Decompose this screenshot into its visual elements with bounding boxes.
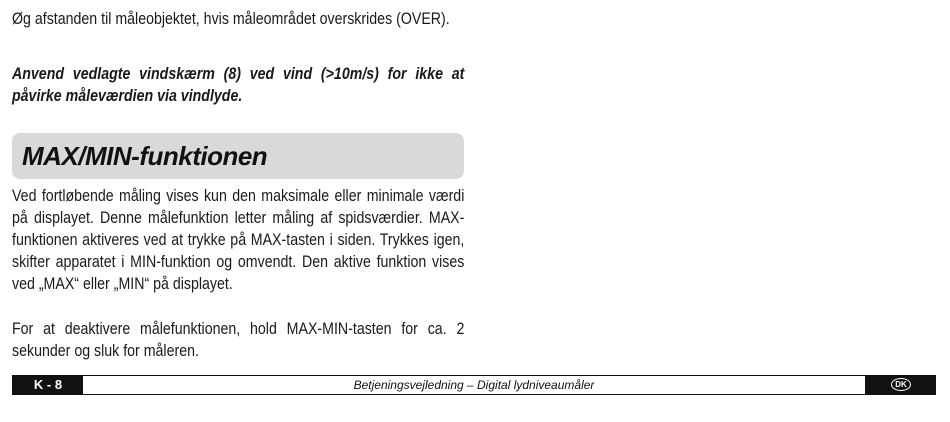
section-heading-box — [12, 133, 464, 179]
paragraph-deactivate: For at deaktivere målefunktionen, hold MAX-MIN-tasten for ca. 2 sekunder og sluk for måleren. — [12, 320, 465, 360]
page-footer — [12, 375, 936, 395]
page-number-label: K - 8 — [13, 376, 83, 394]
language-badge-icon: DK — [891, 378, 911, 391]
paragraph-wind-screen: Anvend vedlagte vindskærm (8) ved vind (>10m/s) for ikke at påvirke måleværdien via vindlyde. — [12, 65, 465, 105]
paragraph-max-min-description: Ved fortløbende måling vises kun den maksimale eller minimale værdi på displayet. Denne målefunktion letter måling af spidsværdier. MAX-funktionen aktiveres ved at trykke på MAX-tasten i siden. Trykkes igen, skifter apparatet i MIN-funktion og omvendt. Den aktive funktion vises ved „MAX“ eller „MIN“ på displayet. — [12, 187, 465, 293]
section-heading: MAX/MIN-funktionen — [22, 141, 268, 171]
language-block — [865, 376, 935, 394]
footer-title: Betjeningsvejledning – Digital lydniveaumåler — [353, 378, 595, 392]
paragraph-over-range: Øg afstanden til måleobjektet, hvis måleområdet overskrides (OVER). — [12, 10, 450, 28]
